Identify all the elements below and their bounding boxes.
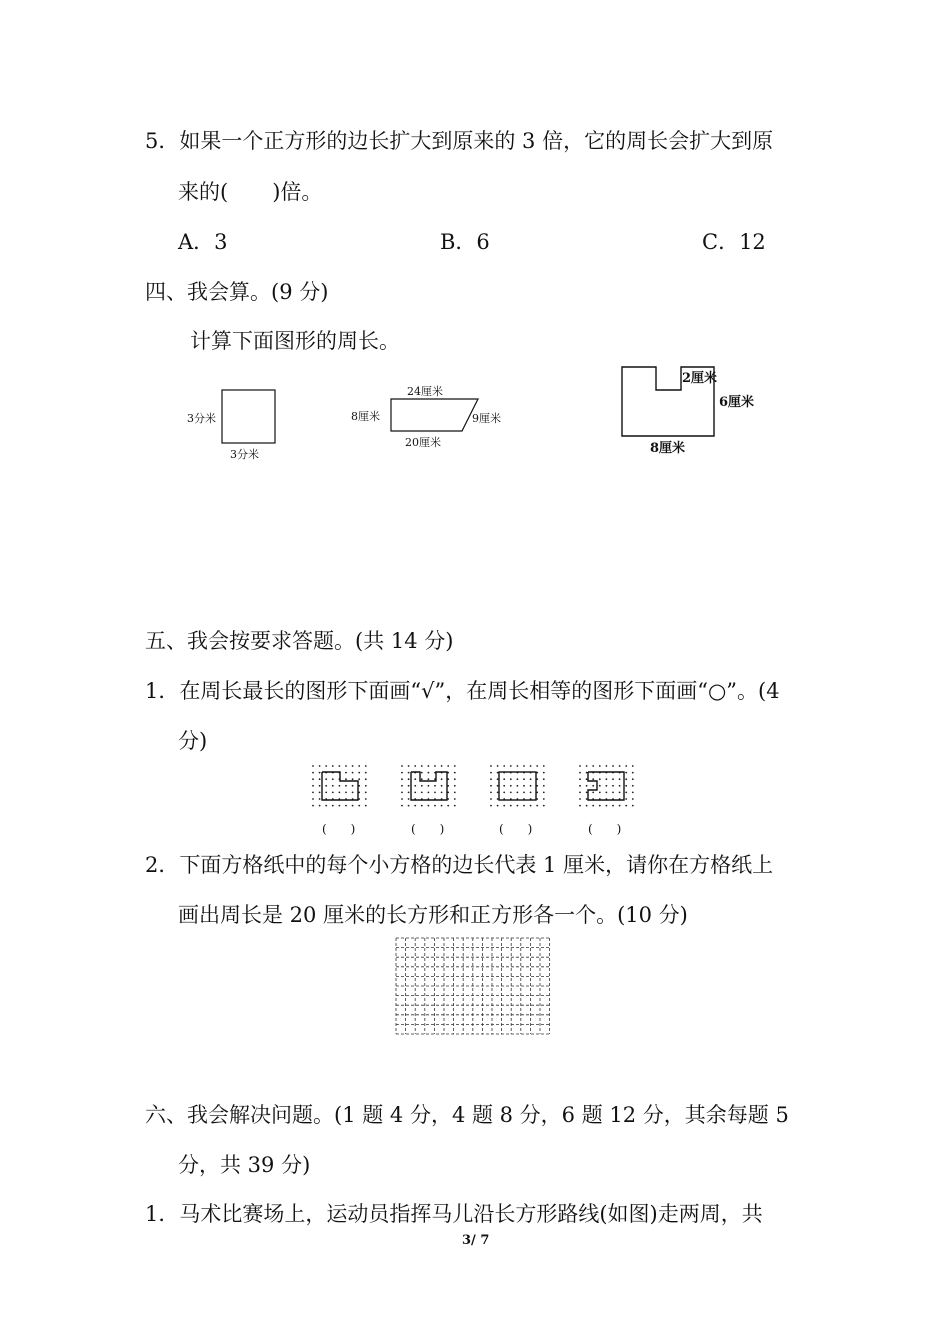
grid-dot bbox=[408, 798, 410, 800]
grid-dot bbox=[408, 772, 410, 774]
grid-dot bbox=[408, 792, 410, 794]
notched-notch-label: 2厘米 bbox=[682, 371, 718, 386]
grid-dot bbox=[586, 765, 588, 767]
grid-dot bbox=[447, 805, 449, 807]
grid-dot bbox=[530, 805, 532, 807]
grid-dot bbox=[632, 778, 634, 780]
grid-dot bbox=[428, 765, 430, 767]
grid-dot bbox=[599, 805, 601, 807]
grid-dot bbox=[428, 785, 430, 787]
grid-dot bbox=[339, 785, 341, 787]
grid-dot bbox=[619, 765, 621, 767]
grid-dot bbox=[503, 792, 505, 794]
grid-dot bbox=[543, 785, 545, 787]
grid-dot bbox=[447, 765, 449, 767]
grid-dot bbox=[352, 785, 354, 787]
grid-dot bbox=[530, 765, 532, 767]
grid-dot bbox=[632, 765, 634, 767]
q5-option-a[interactable]: A．3 bbox=[178, 230, 228, 254]
grid-dot bbox=[497, 778, 499, 780]
grid-dot bbox=[619, 785, 621, 787]
grid-dot bbox=[625, 805, 627, 807]
grid-dot bbox=[454, 785, 456, 787]
grid-dot bbox=[599, 785, 601, 787]
grid-dot bbox=[345, 778, 347, 780]
grid-dot bbox=[401, 792, 403, 794]
section6-title-line1: 六、我会解决问题。(1 题 4 分，4 题 8 分，6 题 12 分，其余每题 5 bbox=[145, 1103, 789, 1127]
grid-dot bbox=[454, 792, 456, 794]
grid-dot bbox=[339, 805, 341, 807]
grid-dot bbox=[612, 765, 614, 767]
grid-dot bbox=[358, 772, 360, 774]
grid-dot bbox=[497, 785, 499, 787]
grid-dot bbox=[490, 798, 492, 800]
grid-answer-paren-2[interactable]: ( ) bbox=[411, 822, 445, 836]
grid-dot bbox=[312, 798, 314, 800]
grid-dot bbox=[490, 772, 492, 774]
grid-dot bbox=[319, 798, 321, 800]
grid-dot bbox=[408, 778, 410, 780]
grid-dot bbox=[579, 798, 581, 800]
trapezoid-shape bbox=[391, 399, 478, 431]
grid-dot bbox=[421, 805, 423, 807]
grid-dot bbox=[503, 765, 505, 767]
grid-dot bbox=[579, 792, 581, 794]
grid-dot bbox=[345, 765, 347, 767]
grid-dot bbox=[599, 765, 601, 767]
q5-stem-line2-a: 来的( bbox=[178, 180, 229, 204]
grid-dot bbox=[619, 792, 621, 794]
grid-dot bbox=[523, 785, 525, 787]
grid-dot bbox=[312, 765, 314, 767]
grid-dot bbox=[497, 798, 499, 800]
grid-dot bbox=[345, 792, 347, 794]
grid-dot bbox=[319, 772, 321, 774]
grid-dot bbox=[592, 765, 594, 767]
grid-dot bbox=[421, 778, 423, 780]
grid-dot bbox=[517, 765, 519, 767]
grid-dot bbox=[421, 765, 423, 767]
grid-dot bbox=[606, 805, 608, 807]
grid-dot bbox=[414, 765, 416, 767]
grid-dot bbox=[510, 785, 512, 787]
grid-dot bbox=[352, 792, 354, 794]
grid-dot bbox=[625, 798, 627, 800]
grid-dot bbox=[421, 792, 423, 794]
grid-dot bbox=[543, 765, 545, 767]
grid-dot bbox=[632, 792, 634, 794]
grid-dot bbox=[345, 785, 347, 787]
grid-dot bbox=[632, 798, 634, 800]
grid-dot bbox=[441, 805, 443, 807]
grid-dot bbox=[358, 778, 360, 780]
grid-dot bbox=[332, 785, 334, 787]
grid-dot bbox=[503, 778, 505, 780]
grid-dot bbox=[401, 798, 403, 800]
grid-dot bbox=[625, 765, 627, 767]
grid-dot bbox=[606, 778, 608, 780]
grid-dot bbox=[408, 805, 410, 807]
grid-dot bbox=[312, 792, 314, 794]
section5-q2-line2: 画出周长是 20 厘米的长方形和正方形各一个。(10 分) bbox=[178, 903, 688, 927]
grid-dot bbox=[599, 792, 601, 794]
grid-dot bbox=[517, 792, 519, 794]
dot-grid-figures bbox=[0, 760, 950, 860]
section4-instruction: 计算下面图形的周长。 bbox=[190, 329, 400, 353]
grid-dot bbox=[632, 785, 634, 787]
grid-dot bbox=[414, 785, 416, 787]
grid-dot bbox=[339, 792, 341, 794]
grid-answer-paren-4[interactable]: ( ) bbox=[588, 822, 622, 836]
grid-dot bbox=[421, 772, 423, 774]
grid-dot bbox=[536, 765, 538, 767]
graph-paper[interactable] bbox=[394, 936, 554, 1036]
grid-dot bbox=[434, 785, 436, 787]
grid-dot bbox=[325, 792, 327, 794]
grid-dot bbox=[454, 778, 456, 780]
page-number: 3/ 7 bbox=[462, 1233, 490, 1248]
grid-dot bbox=[454, 798, 456, 800]
grid-dot bbox=[358, 765, 360, 767]
grid-dot bbox=[325, 805, 327, 807]
grid-dot bbox=[421, 785, 423, 787]
trapezoid-bottom-label: 20厘米 bbox=[405, 436, 441, 449]
section4-figures bbox=[0, 0, 950, 480]
section6-q1-line1: 1．马术比赛场上，运动员指挥马儿沿长方形路线(如图)走两周，共 bbox=[145, 1202, 763, 1226]
grid-dot bbox=[428, 805, 430, 807]
grid-dot bbox=[490, 765, 492, 767]
grid-dot bbox=[619, 805, 621, 807]
grid-dot bbox=[332, 765, 334, 767]
grid-dot bbox=[401, 805, 403, 807]
grid-dot bbox=[619, 778, 621, 780]
section5-title: 五、我会按要求答题。(共 14 分) bbox=[145, 629, 454, 653]
grid-dot bbox=[625, 778, 627, 780]
grid-dot bbox=[530, 792, 532, 794]
grid-dot bbox=[625, 772, 627, 774]
section6-title-line2: 分，共 39 分) bbox=[178, 1153, 311, 1177]
grid-dot bbox=[365, 798, 367, 800]
section5-q1-line1: 1．在周长最长的图形下面画“√”，在周长相等的图形下面画“○”。(4 bbox=[145, 679, 780, 703]
grid-dot bbox=[441, 785, 443, 787]
grid-dot bbox=[434, 792, 436, 794]
grid-dot bbox=[312, 772, 314, 774]
grid-dot bbox=[319, 805, 321, 807]
section5-q2-line1: 2．下面方格纸中的每个小方格的边长代表 1 厘米，请你在方格纸上 bbox=[145, 853, 774, 877]
grid-dot bbox=[454, 805, 456, 807]
grid-dot bbox=[332, 792, 334, 794]
grid-dot bbox=[358, 805, 360, 807]
grid-dot bbox=[632, 805, 634, 807]
grid-dot bbox=[365, 778, 367, 780]
grid-dot bbox=[536, 805, 538, 807]
grid-dot bbox=[586, 805, 588, 807]
grid-dot bbox=[510, 792, 512, 794]
grid-dot bbox=[625, 785, 627, 787]
grid-dot bbox=[428, 778, 430, 780]
grid-dot bbox=[434, 765, 436, 767]
grid-dot bbox=[592, 792, 594, 794]
grid-dot bbox=[428, 772, 430, 774]
grid-dot bbox=[408, 785, 410, 787]
grid-dot bbox=[401, 785, 403, 787]
grid-dot bbox=[606, 792, 608, 794]
grid-dot bbox=[612, 805, 614, 807]
grid-dot bbox=[319, 765, 321, 767]
grid-dot bbox=[441, 792, 443, 794]
grid-dot bbox=[490, 785, 492, 787]
grid-answer-paren-3[interactable]: ( ) bbox=[499, 822, 533, 836]
grid-dot bbox=[612, 785, 614, 787]
q5-stem-line1: 5．如果一个正方形的边长扩大到原来的 3 倍，它的周长会扩大到原 bbox=[145, 129, 774, 153]
grid-dot bbox=[408, 765, 410, 767]
grid-dot bbox=[454, 772, 456, 774]
square-side-label: 3分米 bbox=[187, 412, 216, 425]
notched-right-label: 6厘米 bbox=[719, 395, 755, 410]
grid-dot bbox=[586, 792, 588, 794]
grid-dot bbox=[365, 765, 367, 767]
notched-bottom-label: 8厘米 bbox=[650, 441, 686, 456]
grid-dot bbox=[497, 765, 499, 767]
grid-dot bbox=[352, 772, 354, 774]
grid-dot bbox=[592, 805, 594, 807]
grid-dot bbox=[503, 785, 505, 787]
square-bottom-label: 3分米 bbox=[230, 448, 259, 461]
grid-dot bbox=[414, 805, 416, 807]
grid-dot bbox=[497, 792, 499, 794]
grid-dot bbox=[352, 765, 354, 767]
grid-dot bbox=[543, 772, 545, 774]
section4-title: 四、我会算。(9 分) bbox=[145, 280, 329, 304]
grid-dot bbox=[517, 805, 519, 807]
grid-dot bbox=[579, 785, 581, 787]
grid-dot bbox=[365, 772, 367, 774]
grid-dot bbox=[510, 765, 512, 767]
grid-dot bbox=[345, 805, 347, 807]
grid-dot bbox=[632, 772, 634, 774]
grid-dot bbox=[503, 805, 505, 807]
grid-dot bbox=[606, 785, 608, 787]
grid-dot bbox=[497, 805, 499, 807]
q5-option-b[interactable]: B．6 bbox=[440, 230, 490, 254]
grid-dot bbox=[365, 792, 367, 794]
grid-dot bbox=[599, 778, 601, 780]
q5-stem-line2-b: )倍。 bbox=[272, 180, 323, 204]
grid-dot bbox=[325, 778, 327, 780]
grid-dot bbox=[517, 785, 519, 787]
grid-dot bbox=[530, 778, 532, 780]
grid-dot bbox=[339, 765, 341, 767]
grid-dot bbox=[365, 805, 367, 807]
grid-dot bbox=[510, 778, 512, 780]
trapezoid-right-label: 9厘米 bbox=[472, 412, 501, 425]
trapezoid-top-label: 24厘米 bbox=[407, 385, 443, 398]
grid-dot bbox=[523, 792, 525, 794]
grid-dot bbox=[579, 765, 581, 767]
grid-dot bbox=[312, 785, 314, 787]
grid-dot bbox=[352, 805, 354, 807]
grid-dot bbox=[517, 778, 519, 780]
grid-dot bbox=[319, 778, 321, 780]
grid-dot bbox=[586, 778, 588, 780]
grid-dot bbox=[332, 805, 334, 807]
grid-dot bbox=[319, 785, 321, 787]
grid-dot bbox=[441, 765, 443, 767]
grid-answer-paren-1[interactable]: ( ) bbox=[322, 822, 356, 836]
grid-dot bbox=[543, 792, 545, 794]
grid-dot bbox=[579, 778, 581, 780]
grid-dot bbox=[510, 805, 512, 807]
grid-dot bbox=[325, 765, 327, 767]
grid-dot bbox=[332, 778, 334, 780]
trapezoid-left-label: 8厘米 bbox=[351, 410, 380, 423]
grid-dot bbox=[523, 805, 525, 807]
grid-dot bbox=[625, 792, 627, 794]
grid-dot bbox=[428, 792, 430, 794]
grid-dot bbox=[312, 778, 314, 780]
grid-dot bbox=[441, 778, 443, 780]
grid-dot bbox=[312, 805, 314, 807]
grid-dot bbox=[592, 778, 594, 780]
grid-dot bbox=[352, 778, 354, 780]
grid-dot bbox=[543, 778, 545, 780]
grid-dot bbox=[414, 778, 416, 780]
grid-dot bbox=[490, 778, 492, 780]
grid-dot bbox=[586, 798, 588, 800]
grid-dot bbox=[606, 765, 608, 767]
grid-dot bbox=[365, 785, 367, 787]
section5-q1-line2: 分) bbox=[178, 729, 208, 753]
grid-dot bbox=[592, 785, 594, 787]
square-shape bbox=[222, 390, 275, 443]
grid-dot bbox=[434, 805, 436, 807]
grid-dot bbox=[523, 778, 525, 780]
grid-dot bbox=[543, 805, 545, 807]
grid-dot bbox=[345, 772, 347, 774]
grid-dot bbox=[319, 792, 321, 794]
grid-dot bbox=[401, 772, 403, 774]
grid-dot bbox=[414, 792, 416, 794]
q5-option-c[interactable]: C．12 bbox=[702, 230, 766, 254]
grid-dot bbox=[454, 765, 456, 767]
grid-dot bbox=[612, 792, 614, 794]
grid-dot bbox=[579, 772, 581, 774]
grid-dot bbox=[490, 805, 492, 807]
grid-dot bbox=[530, 785, 532, 787]
grid-dot bbox=[497, 772, 499, 774]
grid-dot bbox=[401, 778, 403, 780]
grid-dot bbox=[401, 765, 403, 767]
grid-dot bbox=[543, 798, 545, 800]
grid-dot bbox=[325, 785, 327, 787]
grid-dot bbox=[586, 785, 588, 787]
grid-dot bbox=[490, 792, 492, 794]
grid-dot bbox=[612, 778, 614, 780]
grid-dot bbox=[579, 805, 581, 807]
grid-dot bbox=[586, 772, 588, 774]
grid-dot bbox=[523, 765, 525, 767]
